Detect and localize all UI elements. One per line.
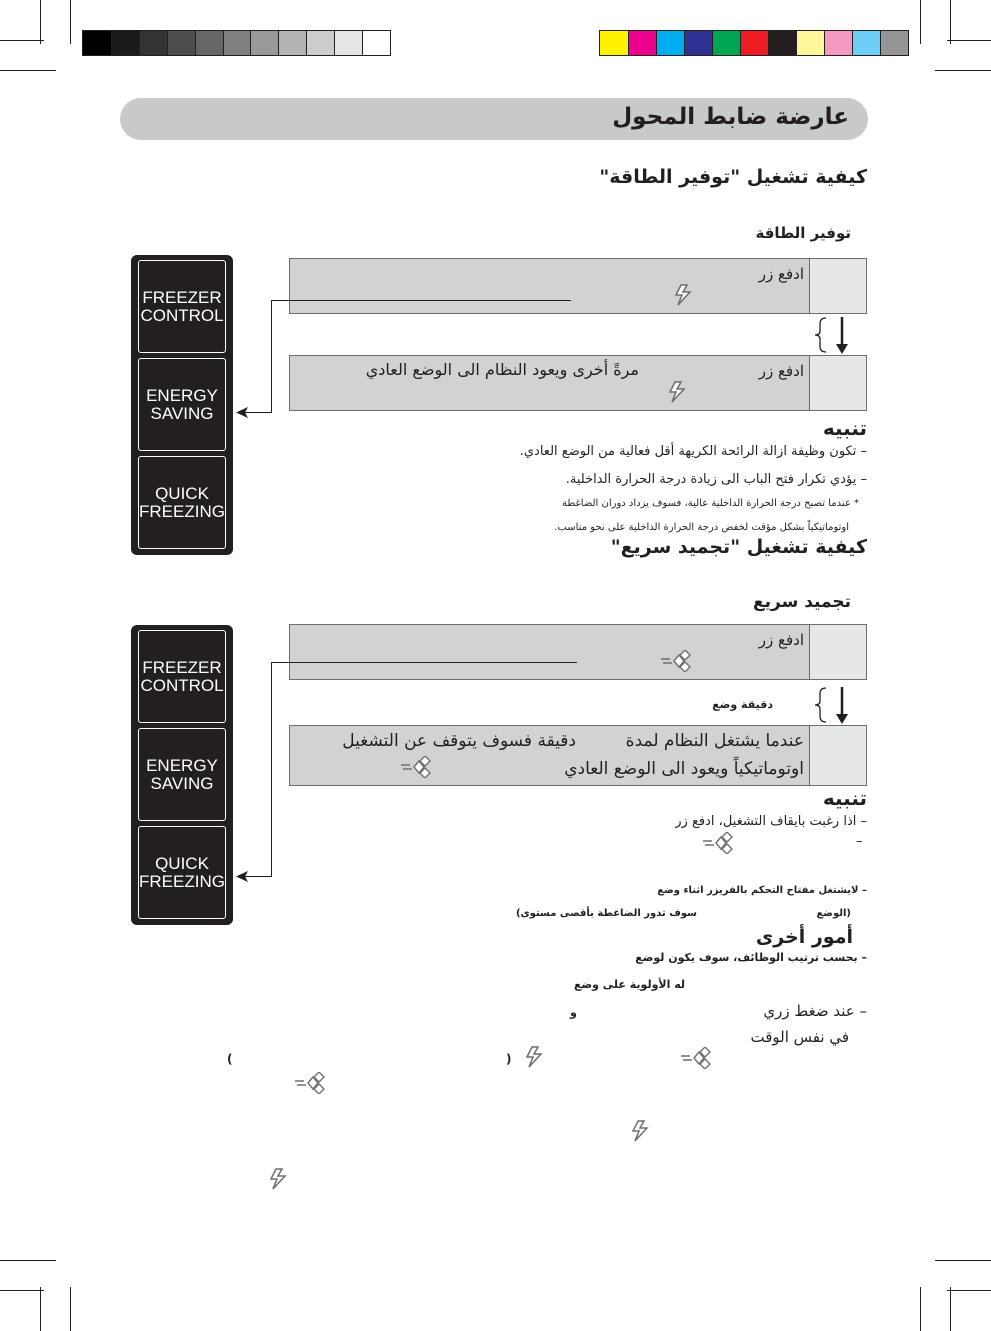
quick-note-3b: (الوضع	[816, 908, 851, 919]
color-swatch	[796, 31, 824, 55]
other-item-1b: له الأولوية على وضع	[573, 978, 685, 991]
energy-note-2: – يؤدي تكرار فتح الباب الى زيادة درجة الحرارة الداخلية.	[565, 472, 867, 487]
button-label: FREEZER	[142, 657, 222, 677]
step-text: ادفع زر	[758, 362, 804, 380]
energy-step-1	[289, 258, 867, 314]
other-item-1: – بحسب ترتيب الوظائف، سوف يكون لوضع	[635, 951, 867, 964]
color-swatch	[139, 31, 167, 55]
quick-freezing-icon	[294, 1072, 326, 1094]
paren-close: )	[506, 1052, 512, 1066]
energy-saving-button[interactable]	[138, 358, 226, 451]
color-swatch	[111, 31, 139, 55]
step-number-cell	[809, 625, 866, 679]
crop-mark	[70, 0, 71, 44]
paren-open: (	[227, 1052, 233, 1066]
quick-note-3c: سوف تدور الضاغطة بأقصى مستوى)	[515, 908, 697, 919]
color-swatch	[740, 31, 768, 55]
freezer-control-button[interactable]	[138, 630, 226, 723]
other-and: و	[570, 1006, 577, 1019]
step-number-cell	[809, 726, 866, 785]
page-title: عارضة ضابط المحول	[612, 104, 849, 130]
brace-arrow-down-icon	[812, 684, 854, 726]
connector-line	[271, 662, 577, 663]
quick-freezing-button[interactable]	[138, 826, 226, 919]
other-item-2: – عند ضغط زري	[763, 1002, 867, 1020]
energy-saving-icon	[672, 284, 694, 306]
button-label: CONTROL	[140, 305, 224, 325]
note-text: اذا رغبت بايقاف التشغيل، ادفع زر	[675, 814, 857, 829]
color-swatch	[167, 31, 195, 55]
note-text: تكون وظيفة ازالة الرائحة الكريهة أقل فعالية من الوضع العادي.	[519, 444, 857, 459]
quick-step-1	[289, 624, 867, 680]
crop-mark	[935, 70, 991, 71]
energy-note-title: تنبيه	[822, 416, 867, 440]
quick-freezing-icon	[702, 832, 734, 854]
quick-step-2	[289, 725, 867, 786]
note-dash: –	[856, 834, 863, 849]
other-text: بحسب ترتيب الوظائف، سوف يكون لوضع	[635, 951, 858, 964]
crop-mark	[0, 1290, 44, 1291]
quick-freezing-icon	[680, 1047, 712, 1069]
quick-arrow-note: دقيقة وضع	[712, 698, 773, 711]
crop-mark	[0, 70, 56, 71]
crop-mark	[40, 1287, 41, 1331]
crop-mark	[947, 1290, 991, 1291]
color-swatch	[656, 31, 684, 55]
crop-mark	[70, 1287, 71, 1331]
crop-mark	[950, 1287, 951, 1331]
note-text: لايشتغل مفتاح التحكم بالفريزر اثناء وضع	[657, 885, 859, 896]
color-swatch	[334, 31, 362, 55]
quick-note-1: – اذا رغبت بايقاف التشغيل، ادفع زر	[675, 814, 867, 829]
arrow-left-icon	[236, 407, 248, 418]
control-panel-energy	[131, 255, 233, 555]
button-label: CONTROL	[140, 675, 224, 695]
step-text: ادفع زر	[758, 265, 804, 283]
crop-mark	[950, 0, 951, 44]
color-swatch	[684, 31, 712, 55]
quick-section-title: كيفية تشغيل "تجميد سريع"	[610, 536, 867, 558]
step-number-cell	[809, 356, 866, 410]
color-swatch	[362, 31, 390, 55]
connector-line	[271, 300, 571, 301]
energy-saving-icon	[629, 1120, 651, 1142]
color-swatch	[880, 31, 908, 55]
color-swatch	[824, 31, 852, 55]
quick-note-title: تنبيه	[822, 786, 867, 810]
quick-freezing-icon	[660, 650, 692, 672]
crop-mark	[40, 0, 41, 44]
energy-footnote-1: * عندما تصبح درجة الحرارة الداخلية عالية، فسوف يزداد دوران الضاغطة	[561, 498, 859, 509]
color-swatch	[712, 31, 740, 55]
color-swatch	[83, 31, 111, 55]
color-swatch	[600, 31, 628, 55]
crop-mark	[0, 1260, 56, 1261]
color-swatch	[628, 31, 656, 55]
step-text: مرةً أخرى ويعود النظام الى الوضع العادي	[365, 360, 639, 379]
color-swatch	[223, 31, 251, 55]
note-text: يؤدي تكرار فتح الباب الى زيادة درجة الحرارة الداخلية.	[565, 472, 857, 487]
other-title: أمور أخرى	[755, 926, 853, 948]
other-item-2b: في نفس الوقت	[750, 1028, 849, 1046]
button-label: SAVING	[150, 773, 214, 793]
step-text: عندما يشتغل النظام لمدة	[625, 731, 804, 751]
step-text: ادفع زر	[758, 631, 804, 649]
quick-freezing-button[interactable]	[138, 456, 226, 549]
connector-line	[271, 300, 272, 412]
step-text: دقيقة فسوف يتوقف عن التشغيل	[342, 731, 576, 751]
color-swatch	[852, 31, 880, 55]
crop-mark	[935, 1260, 991, 1261]
color-swatch	[195, 31, 223, 55]
energy-saving-icon	[666, 381, 688, 403]
footnote-text: عندما تصبح درجة الحرارة الداخلية عالية، فسوف يزداد دوران الضاغطة	[561, 498, 851, 509]
connector-line	[271, 662, 272, 876]
crop-mark	[920, 1287, 921, 1331]
crop-mark	[947, 40, 991, 41]
color-swatch	[768, 31, 796, 55]
step-number-cell	[809, 259, 866, 313]
energy-subtitle: توفير الطاقة	[755, 224, 851, 242]
process-color-bar	[599, 30, 909, 56]
color-swatch	[250, 31, 278, 55]
grayscale-color-bar	[82, 30, 391, 56]
button-label: SAVING	[150, 403, 214, 423]
energy-section-title: كيفية تشغيل "توفير الطاقة"	[599, 166, 867, 188]
arrow-left-icon	[236, 871, 248, 882]
brace-arrow-down-icon	[812, 314, 854, 356]
crop-mark	[0, 40, 44, 41]
energy-footnote-2: اوتوماتيكياً بشكل مؤقت لخفض درجة الحرارة الداخلية على نحو مناسب.	[554, 522, 849, 533]
color-swatch	[278, 31, 306, 55]
color-swatch	[306, 31, 334, 55]
button-label: ENERGY	[146, 385, 218, 405]
quick-subtitle: تجميد سريع	[753, 592, 851, 612]
quick-freezing-icon	[400, 756, 432, 778]
button-label: FREEZER	[142, 287, 222, 307]
energy-note-1: – تكون وظيفة ازالة الرائحة الكريهة أقل فعالية من الوضع العادي.	[519, 444, 867, 459]
energy-saving-icon	[267, 1168, 289, 1190]
step-text: اوتوماتيكياً ويعود الى الوضع العادي	[564, 759, 804, 779]
control-panel-quick	[131, 625, 233, 925]
button-label: ENERGY	[146, 755, 218, 775]
quick-note-3: – لايشتغل مفتاح التحكم بالفريزر اثناء وضع	[657, 885, 867, 896]
energy-step-2	[289, 355, 867, 411]
button-label: QUICK	[155, 483, 209, 503]
button-label: FREEZING	[139, 501, 225, 521]
button-label: QUICK	[155, 853, 209, 873]
other-text: عند ضغط زري	[763, 1002, 855, 1020]
energy-saving-icon	[523, 1046, 545, 1068]
freezer-control-button[interactable]	[138, 260, 226, 353]
button-label: FREEZING	[139, 871, 225, 891]
energy-saving-button[interactable]	[138, 728, 226, 821]
crop-mark	[920, 0, 921, 44]
